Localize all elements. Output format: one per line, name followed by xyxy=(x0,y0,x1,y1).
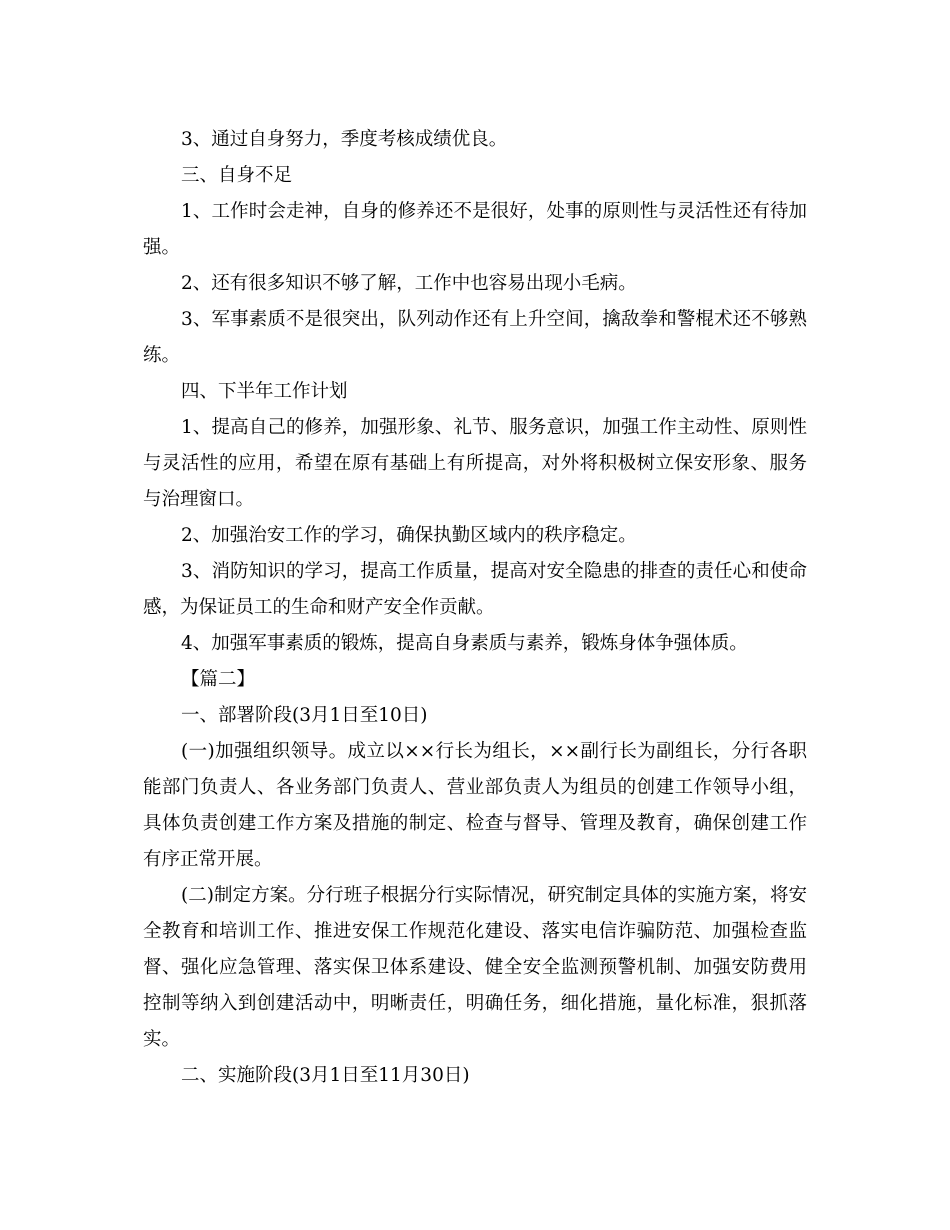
paragraph: 4、加强军事素质的锻炼，提高自身素质与素养，锻炼身体争强体质。 xyxy=(181,633,748,654)
paragraph: (二)制定方案。分行班子根据分行实际情况，研究制定具体的实施方案，将安全教育和培训工作、推进安保工作规范化建设、落实电信诈骗防范、加强检查监督、强化应急管理、落实保卫体系建设、健全安全监测预警机制、加强安防费用控制等纳入到创建活动中，明晰责任，明确任务，细化措施，量化标准，狠抓落实。 xyxy=(143,885,807,1050)
document-body xyxy=(143,122,807,1094)
paragraph: 1、工作时会走神，自身的修养还不是很好，处事的原则性与灵活性还有待加强。 xyxy=(143,201,807,258)
section-heading: 三、自身不足 xyxy=(181,165,293,186)
part-heading: 【篇二】 xyxy=(181,669,256,690)
section-heading: 一、部署阶段(3月1日至10日) xyxy=(181,705,428,726)
paragraph: 2、还有很多知识不够了解，工作中也容易出现小毛病。 xyxy=(181,273,637,294)
paragraph: 3、军事素质不是很突出，队列动作还有上升空间，擒敌拳和警棍术还不够熟练。 xyxy=(143,309,807,366)
paragraph: 3、消防知识的学习，提高工作质量，提高对安全隐患的排查的责任心和使命感，为保证员工的生命和财产安全作贡献。 xyxy=(143,561,807,618)
paragraph: (一)加强组织领导。成立以××行长为组长，××副行长为副组长，分行各职能部门负责人、各业务部门负责人、营业部负责人为组员的创建工作领导小组，具体负责创建工作方案及措施的制定、检查与督导、管理及教育，确保创建工作有序正常开展。 xyxy=(143,741,807,870)
section-heading: 四、下半年工作计划 xyxy=(181,381,348,402)
section-heading: 二、实施阶段(3月1日至11月30日) xyxy=(181,1065,470,1086)
paragraph: 2、加强治安工作的学习，确保执勤区域内的秩序稳定。 xyxy=(181,525,637,546)
paragraph: 1、提高自己的修养，加强形象、礼节、服务意识，加强工作主动性、原则性与灵活性的应用，希望在原有基础上有所提高，对外将积极树立保安形象、服务与治理窗口。 xyxy=(143,417,807,510)
paragraph: 3、通过自身努力，季度考核成绩优良。 xyxy=(181,129,508,150)
